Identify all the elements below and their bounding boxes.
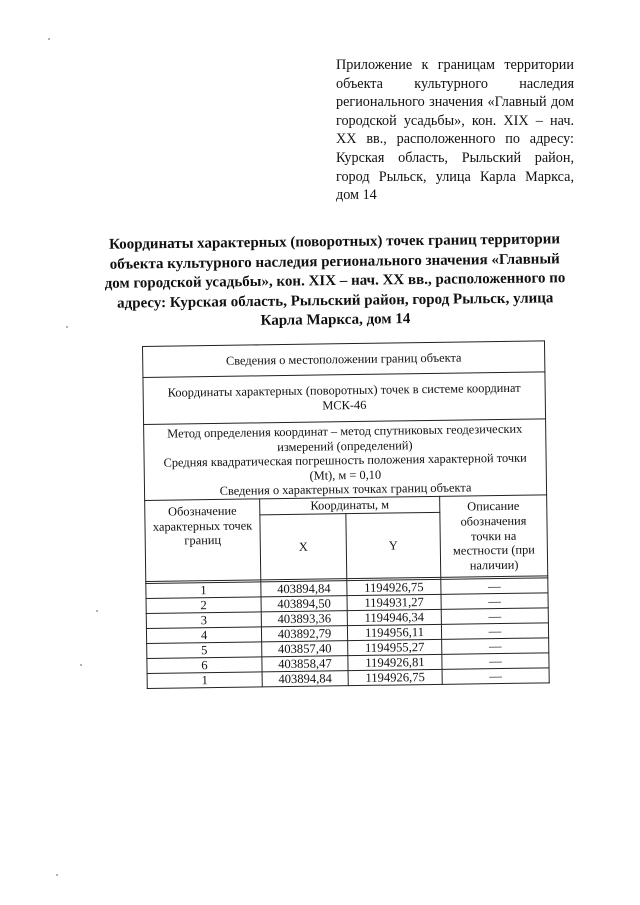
appendix-note: Приложение к границам территории объекта культурного наследия регионального значения «Главный дом городской усадьбы», кон. XIX – нач. XX вв., расположенного по адресу: Курская область, Рыльский район, город Рыльск, улица Карла Маркса, дом 14: [336, 57, 574, 204]
x-cell: 403893,36: [261, 611, 347, 627]
y-cell: 1194955,27: [348, 639, 442, 655]
y-cell: 1194926,81: [348, 654, 442, 670]
y-cell: 1194926,75: [347, 579, 441, 595]
col-x-header: X: [260, 514, 347, 580]
scan-speck: [80, 664, 82, 666]
scan-speck: [56, 874, 58, 876]
point-cell: 6: [147, 657, 262, 674]
y-cell: 1194946,34: [347, 609, 441, 625]
x-cell: 403857,40: [262, 641, 348, 657]
method-line: Метод определения координат – метод спутниковых геодезических измерений (определений): [167, 421, 523, 454]
point-cell: 1: [146, 582, 261, 599]
y-cell: 1194956,11: [347, 624, 441, 640]
description-cell: —: [442, 653, 549, 669]
points-info-line: Сведения о характерных точках границ объекта: [219, 480, 472, 499]
description-cell: —: [441, 623, 548, 639]
col-coordinates-header: Координаты, м: [260, 496, 440, 515]
description-cell: —: [441, 593, 548, 609]
col-y-header: Y: [346, 513, 441, 579]
point-cell: 3: [146, 612, 261, 629]
accuracy-line: Средняя квадратическая погрешность положения характерной точки (Mt), м = 0,10: [163, 450, 527, 483]
x-cell: 403892,79: [261, 626, 347, 642]
y-cell: 1194926,75: [348, 669, 442, 685]
description-cell: —: [441, 608, 548, 624]
coordinates-table-wrapper: [142, 340, 549, 689]
header-method-block: [144, 419, 547, 501]
scan-speck: [48, 38, 50, 40]
scan-speck: [66, 326, 68, 328]
x-cell: 403858,47: [262, 656, 348, 672]
point-cell: 2: [146, 597, 261, 614]
description-cell: —: [441, 578, 548, 594]
point-cell: 5: [147, 642, 262, 659]
y-cell: 1194931,27: [347, 594, 441, 610]
description-cell: —: [442, 638, 549, 654]
scan-speck: [96, 610, 98, 612]
document-title: Координаты характерных (поворотных) точек границ территории объекта культурного наследия регионального значения «Главный дом городской усадьбы», кон. XIX – нач. XX вв., расположенного по адресу: Курская область, Рыльский район, город Рыльск, улица Карла Маркса, дом 14: [104, 231, 566, 330]
x-cell: 403894,84: [262, 671, 348, 687]
header-location: Сведения о местоположении границ объекта: [143, 341, 545, 378]
coordinates-table: [142, 340, 550, 689]
description-cell: —: [442, 668, 549, 684]
col-description-header: Описание обозначения точки на местности (при наличии): [440, 495, 548, 577]
point-cell: 4: [146, 627, 261, 644]
header-coordinate-system: Координаты характерных (поворотных) точек в системе координат МСК-46: [143, 372, 546, 425]
x-cell: 403894,84: [261, 581, 347, 597]
x-cell: 403894,50: [261, 596, 347, 612]
point-cell: 1: [147, 672, 262, 689]
col-designation-header: Обозначение характерных точек границ: [145, 499, 261, 582]
